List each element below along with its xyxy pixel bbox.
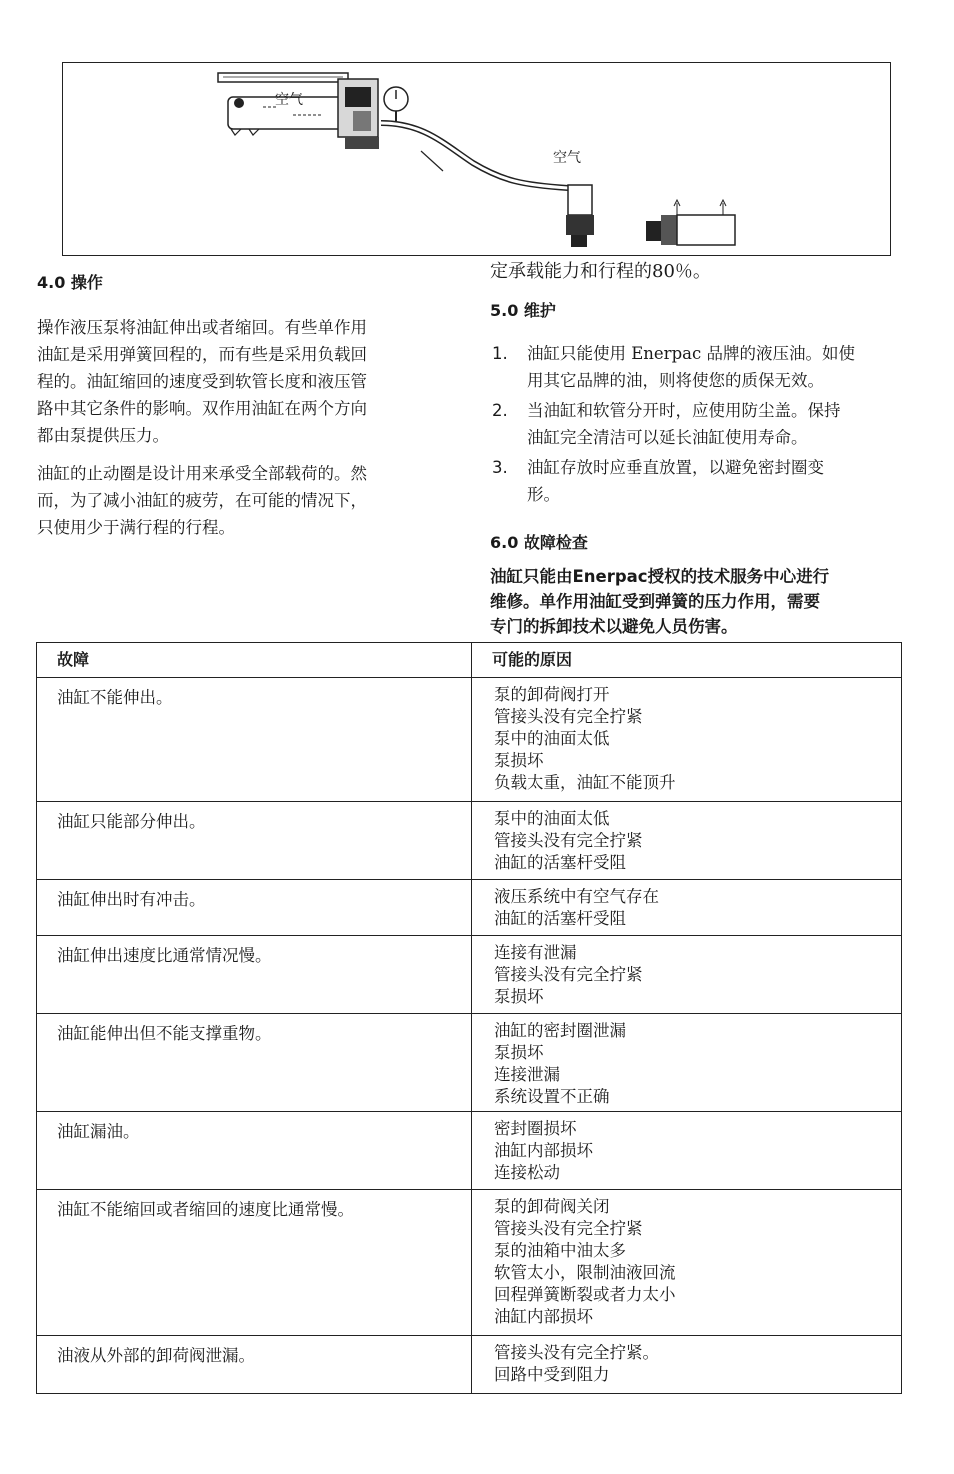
table-row	[37, 1014, 902, 1112]
cause-line: 回路中受到阻力	[494, 1365, 610, 1384]
list-number: 1.	[492, 344, 508, 363]
paragraph-line: 程的。油缸缩回的速度受到软管长度和液压管	[37, 372, 367, 391]
cause-line: 回程弹簧断裂或者力太小	[494, 1285, 676, 1304]
list-line: 油缸只能使用 Enerpac 品牌的液压油。如使	[527, 344, 855, 363]
maintenance-item-2	[492, 397, 912, 457]
cause-line: 泵的油箱中油太多	[494, 1241, 626, 1260]
cause-line: 油缸的活塞杆受阻	[494, 909, 626, 928]
fault-cell: 油缸伸出速度比通常情况慢。	[37, 936, 472, 1014]
maintenance-item-1	[492, 340, 912, 400]
fault-cell: 油缸伸出时有冲击。	[37, 880, 472, 936]
cause-line: 密封圈损坏	[494, 1119, 577, 1138]
cause-line: 管接头没有完全拧紧。	[494, 1343, 659, 1362]
maintenance-item-3	[492, 454, 912, 514]
column-header-fault: 故障	[37, 643, 472, 678]
pump-cylinder-illustration	[62, 62, 891, 256]
paragraph-line: 路中其它条件的影响。双作用油缸在两个方向	[37, 399, 367, 418]
section-5-heading-text: 5.0 维护	[490, 301, 556, 320]
table-row	[37, 678, 902, 802]
cause-line: 负载太重，油缸不能顶升	[494, 773, 676, 792]
cause-cell	[472, 802, 902, 880]
column-header-cause: 可能的原因	[472, 643, 902, 678]
fault-cell: 油液从外部的卸荷阀泄漏。	[37, 1336, 472, 1394]
cause-line: 油缸的密封圈泄漏	[494, 1021, 626, 1040]
cause-line: 泵的卸荷阀打开	[494, 685, 610, 704]
section-4-heading: 4.0 操作	[37, 273, 103, 292]
section-4-paragraph-2	[37, 460, 367, 541]
table-row	[37, 802, 902, 880]
table-row	[37, 1336, 902, 1394]
table-header-row	[37, 643, 902, 678]
cause-line: 泵损坏	[494, 1043, 544, 1062]
table-row	[37, 1190, 902, 1336]
cause-cell	[472, 1336, 902, 1394]
cause-line: 管接头没有完全拧紧	[494, 831, 643, 850]
cause-line: 系统设置不正确	[494, 1087, 610, 1106]
cause-cell	[472, 1014, 902, 1112]
troubleshooting-table	[36, 642, 902, 1394]
cause-line: 油缸的活塞杆受阻	[494, 853, 626, 872]
warning-line: 油缸只能由Enerpac授权的技术服务中心进行	[490, 567, 830, 586]
table-row	[37, 1112, 902, 1190]
section-4-paragraph-1	[37, 314, 367, 449]
section-5-heading	[490, 298, 556, 321]
list-line: 油缸存放时应垂直放置，以避免密封圈变	[527, 458, 824, 477]
warning-line: 维修。单作用油缸受到弹簧的压力作用，需要	[490, 592, 820, 611]
table-row	[37, 880, 902, 936]
warning-line: 专门的拆卸技术以避免人员伤害。	[490, 617, 738, 636]
cause-line: 连接有泄漏	[494, 943, 577, 962]
cause-line: 泵的卸荷阀关闭	[494, 1197, 610, 1216]
cause-cell	[472, 936, 902, 1014]
table-row	[37, 936, 902, 1014]
air-label-cylinder: 空气	[553, 150, 581, 166]
fault-cell: 油缸只能部分伸出。	[37, 802, 472, 880]
cause-line: 管接头没有完全拧紧	[494, 707, 643, 726]
paragraph-line: 而，为了减小油缸的疲劳，在可能的情况下，	[37, 491, 367, 510]
paragraph-line: 操作液压泵将油缸伸出或者缩回。有些单作用	[37, 318, 367, 337]
cause-cell	[472, 1112, 902, 1190]
repair-warning	[490, 564, 829, 639]
cause-line: 软管太小，限制油液回流	[494, 1263, 676, 1282]
cause-line: 泵中的油面太低	[494, 729, 610, 748]
list-line: 用其它品牌的油，则将使您的质保无效。	[527, 371, 824, 390]
fault-cell: 油缸不能伸出。	[37, 678, 472, 802]
fault-cell: 油缸不能缩回或者缩回的速度比通常慢。	[37, 1190, 472, 1336]
section-6-heading: 6.0 故障检查	[490, 533, 588, 552]
cause-line: 油缸内部损坏	[494, 1307, 593, 1326]
cause-line: 管接头没有完全拧紧	[494, 965, 643, 984]
paragraph-line: 只使用少于满行程的行程。	[37, 518, 235, 537]
cause-line: 泵中的油面太低	[494, 809, 610, 828]
cause-line: 连接泄漏	[494, 1065, 560, 1084]
cause-cell	[472, 880, 902, 936]
list-line: 油缸完全清洁可以延长油缸使用寿命。	[527, 428, 808, 447]
list-number: 3.	[492, 458, 508, 477]
fault-cell: 油缸漏油。	[37, 1112, 472, 1190]
list-number: 2.	[492, 401, 508, 420]
list-line: 当油缸和软管分开时，应使用防尘盖。保持	[527, 401, 841, 420]
list-line: 形。	[527, 485, 560, 504]
cause-cell	[472, 678, 902, 802]
paragraph-line: 油缸的止动圈是设计用来承受全部载荷的。然	[37, 464, 367, 483]
paragraph-line: 油缸是采用弹簧回程的，而有些是采用负载回	[37, 345, 367, 364]
cause-cell	[472, 1190, 902, 1336]
cause-line: 泵损坏	[494, 987, 544, 1006]
cause-line: 液压系统中有空气存在	[494, 887, 659, 906]
air-label-pump: 空气	[275, 92, 303, 108]
fault-cell: 油缸能伸出但不能支撑重物。	[37, 1014, 472, 1112]
pump-hose-cylinder-drawing	[63, 63, 892, 257]
cause-line: 泵损坏	[494, 751, 544, 770]
cause-line: 管接头没有完全拧紧	[494, 1219, 643, 1238]
paragraph-line: 都由泵提供压力。	[37, 426, 169, 445]
cause-line: 油缸内部损坏	[494, 1141, 593, 1160]
continued-text-line: 定承载能力和行程的80％。	[490, 261, 711, 282]
cause-line: 连接松动	[494, 1163, 560, 1182]
